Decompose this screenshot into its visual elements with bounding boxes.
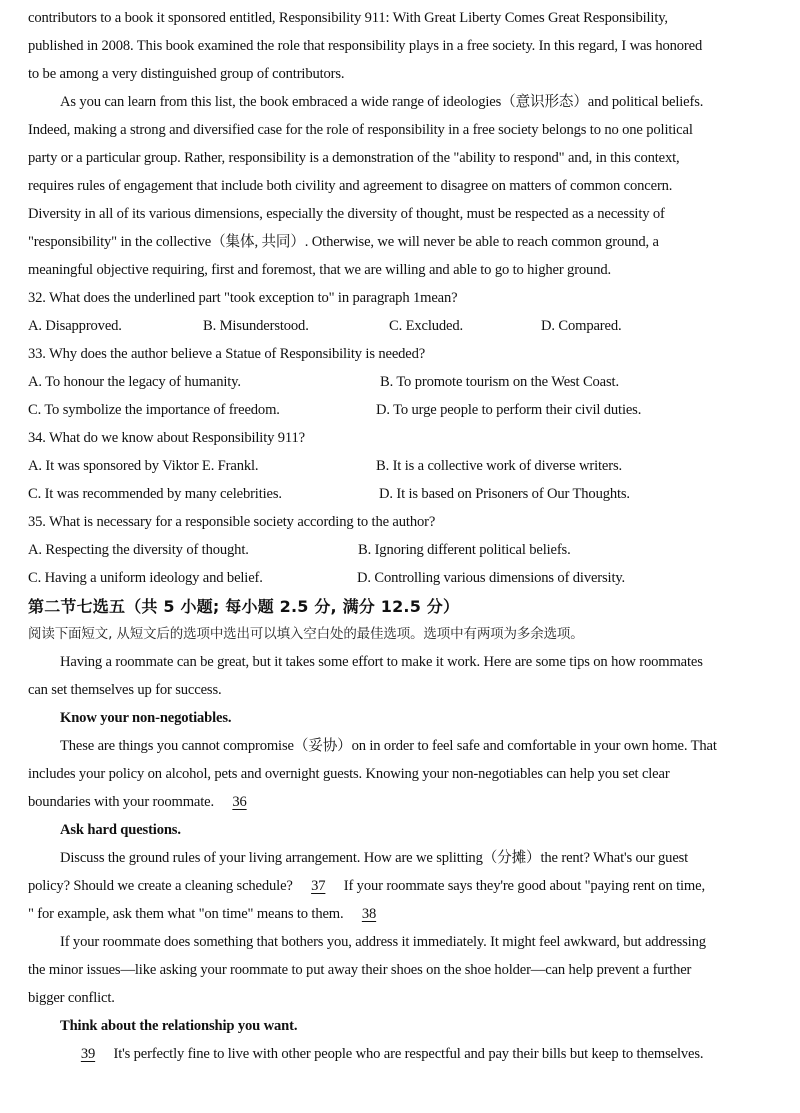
blank-36[interactable]: 36: [232, 794, 247, 810]
passage-line: party or a particular group. Rather, responsibility is a demonstration of the "ability to respond" and, in this context,: [28, 150, 680, 166]
passage-line: [28, 904, 391, 924]
question-35-stem: 35. What is necessary for a responsible society according to the author?: [28, 514, 436, 530]
passage-line: [28, 792, 262, 812]
passage-line: If your roommate does something that bothers you, address it immediately. It might feel awkward, but addressing: [60, 934, 706, 950]
q32-option-a[interactable]: A. Disapproved.: [28, 318, 122, 334]
subheading-non-negotiables: Know your non-negotiables.: [60, 710, 232, 726]
passage-line: [66, 1044, 703, 1064]
passage-line: As you can learn from this list, the book embraced a wide range of ideologies（意识形态）and political beliefs.: [60, 94, 704, 110]
q32-option-b[interactable]: B. Misunderstood.: [203, 318, 309, 334]
subheading-ask-hard-questions: Ask hard questions.: [60, 822, 181, 838]
blank-39[interactable]: 39: [80, 1046, 96, 1062]
q34-option-b[interactable]: B. It is a collective work of diverse writers.: [376, 458, 622, 474]
q35-option-b[interactable]: B. Ignoring different political beliefs.: [358, 542, 571, 558]
section-heading: 第二节七选五（共 5 小题; 每小题 2.5 分, 满分 12.5 分）: [28, 597, 460, 616]
q34-option-a[interactable]: A. It was sponsored by Viktor E. Frankl.: [28, 458, 259, 474]
q34-option-d[interactable]: D. It is based on Prisoners of Our Thoughts.: [379, 486, 630, 502]
question-33-stem: 33. Why does the author believe a Statue of Responsibility is needed?: [28, 346, 426, 362]
section-instruction: 阅读下面短文, 从短文后的选项中选出可以填入空白处的最佳选项。选项中有两项为多余选项。: [28, 626, 584, 642]
q33-option-a[interactable]: A. To honour the legacy of humanity.: [28, 374, 241, 390]
question-32-stem: 32. What does the underlined part "took exception to" in paragraph 1mean?: [28, 290, 458, 306]
passage-line: Diversity in all of its various dimensions, especially the diversity of thought, must be respected as a necessity of: [28, 206, 665, 222]
passage-text: If your roommate says they're good about "paying rent on time,: [343, 878, 705, 894]
question-34-stem: 34. What do we know about Responsibility 911?: [28, 430, 305, 446]
passage-text: policy? Should we create a cleaning schedule?: [28, 878, 293, 894]
subheading-relationship: Think about the relationship you want.: [60, 1018, 298, 1034]
passage-line: These are things you cannot compromise（妥协）on in order to feel safe and comfortable in your own home. That: [60, 738, 717, 754]
q32-option-d[interactable]: D. Compared.: [541, 318, 622, 334]
passage-line: published in 2008. This book examined the role that responsibility plays in a free society. In this regard, I was honored: [28, 38, 703, 54]
q35-option-a[interactable]: A. Respecting the diversity of thought.: [28, 542, 249, 558]
passage-text: boundaries with your roommate.: [28, 794, 214, 810]
intro-line: can set themselves up for success.: [28, 682, 222, 698]
q35-option-d[interactable]: D. Controlling various dimensions of diversity.: [357, 570, 626, 586]
passage-line: Discuss the ground rules of your living arrangement. How are we splitting（分摊）the rent? What's our guest: [60, 850, 689, 866]
passage-line: requires rules of engagement that include both civility and agreement to disagree on matters of common concern.: [28, 178, 673, 194]
passage-line: "responsibility" in the collective（集体, 共同）. Otherwise, we will never be able to reach common ground, a: [28, 234, 659, 250]
passage-line: includes your policy on alcohol, pets and overnight guests. Knowing your non-negotiables can help you set clear: [28, 766, 670, 782]
intro-line: Having a roommate can be great, but it takes some effort to make it work. Here are some tips on how roommates: [60, 654, 703, 670]
passage-text: It's perfectly fine to live with other people who are respectful and pay their bills but keep to themselves.: [113, 1046, 704, 1062]
q33-option-c[interactable]: C. To symbolize the importance of freedom.: [28, 402, 280, 418]
blank-37[interactable]: 37: [311, 878, 326, 894]
q33-option-b[interactable]: B. To promote tourism on the West Coast.: [380, 374, 619, 390]
q33-option-d[interactable]: D. To urge people to perform their civil duties.: [376, 402, 642, 418]
passage-line: Indeed, making a strong and diversified case for the role of responsibility in a free society belongs to no one political: [28, 122, 693, 138]
q32-option-c[interactable]: C. Excluded.: [389, 318, 463, 334]
passage-text: " for example, ask them what "on time" means to them.: [28, 906, 344, 922]
passage-line: to be among a very distinguished group of contributors.: [28, 66, 345, 82]
passage-line: contributors to a book it sponsored entitled, Responsibility 911: With Great Liberty Comes Great Responsibility,: [28, 10, 668, 26]
q35-option-c[interactable]: C. Having a uniform ideology and belief.: [28, 570, 263, 586]
passage-line: [28, 876, 705, 896]
passage-line: the minor issues—like asking your roommate to put away their shoes on the shoe holder—can help prevent a further: [28, 962, 692, 978]
blank-38[interactable]: 38: [361, 906, 377, 922]
q34-option-c[interactable]: C. It was recommended by many celebrities.: [28, 486, 282, 502]
passage-line: meaningful objective requiring, first and foremost, that we are willing and able to go to higher ground.: [28, 262, 611, 278]
passage-line: bigger conflict.: [28, 990, 115, 1006]
